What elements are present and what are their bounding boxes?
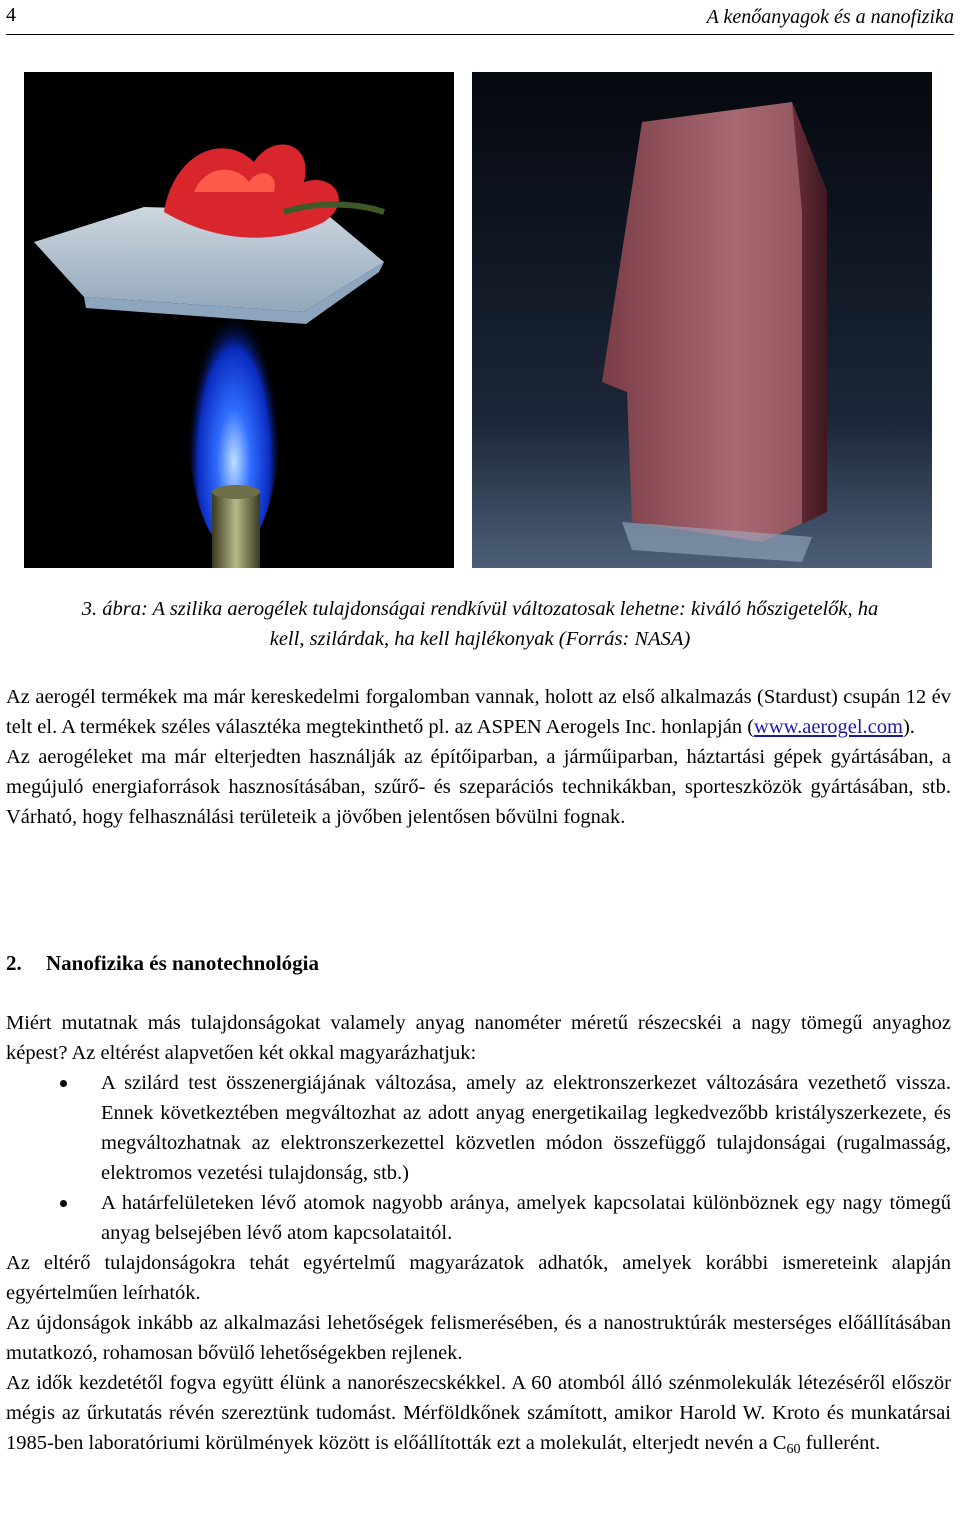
section-heading [6,948,319,978]
paragraph [6,1368,951,1458]
subscript: 60 [786,1442,801,1457]
caption-line: 3. ábra: A szilika aerogélek tulajdonságai rendkívül változatosak lehetne: kiváló hőszigetelők, ha [81,598,879,620]
caption-line: kell, szilárdak, ha kell hajlékonyak (Forrás: NASA) [269,628,691,650]
paragraph: Az újdonságok inkább az alkalmazási lehetőségek felismerésében, és a nanostruktúrák mesterséges előállításában mutatkozó, rohamosan bővülő lehetőségekben rejlenek. [6,1312,951,1364]
paragraph: Az aerogéleket ma már elterjedten használják az építőiparban, a járműiparban, háztartási gépek gyártásában, a megújuló energiaforrások hasznosításában, szűrő- és szeparációs technikákban, sporteszközök gyártásában, stb. Várható, hogy felhasználási területeik a jövőben jelentősen bővülni fognak. [6,746,951,828]
figure-caption [0,594,960,654]
bullet-list [6,1068,951,1248]
aerogel-website-link[interactable]: www.aerogel.com [754,716,903,738]
paragraph-text: fullerént. [800,1432,881,1454]
bullet-icon [60,1080,67,1087]
page-number: 4 [6,4,16,26]
page-header [6,0,954,35]
list-item-text: A határfelületeken lévő atomok nagyobb aránya, amelyek kapcsolatai különböznek egy nagy tömegű anyag belsejében lévő atom kapcsolataitól. [101,1192,951,1244]
section-number: 2. [6,951,22,975]
list-item [6,1188,951,1248]
aerogel-flame-photo [24,72,454,568]
running-title: A kenőanyagok és a nanofizika [706,6,954,28]
body-text-block-1 [6,682,951,832]
paragraph-text: Az idők kezdetétől fogva együtt élünk a nanorészecskékkel. A 60 atomból álló szénmolekulák létezéséről először mégis az űrkutatás révén szereztünk tudomást. Mérföldkőnek számított, amikor Harold W. Kroto és munkatársai 1985-ben laboratóriumi körülmények között is előállították ezt a molekulát, elterjedt nevén a C [6,1372,951,1454]
list-item-text: A szilárd test összenergiájának változása, amely az elektronszerkezet változására vezethető vissza. Ennek következtében megváltozhat az adott anyag energetikailag legkedvezőbb kristályszerkezete, és megváltozhatnak az elektronszerkezettel közvetlen módon összefüggő tulajdonságai (rugalmasság, elektromos vezetési tulajdonság, stb.) [101,1072,951,1184]
paragraph [6,682,951,742]
paragraph-text: ). [902,716,915,738]
body-text-block-2 [6,1008,951,1458]
paragraph-text: Az aerogél termékek ma már kereskedelmi forgalomban vannak, holott az első alkalmazás (Stardust) csupán 12 év telt el. A termékek széles választéka megtekinthető pl. az ASPEN Aerogels Inc. honlapján ( [6,686,951,738]
paragraph: Az eltérő tulajdonságokra tehát egyértelmű magyarázatok adhatók, amelyek korábbi ismereteink alapján egyértelműen leírhatók. [6,1252,951,1304]
bullet-icon [60,1200,67,1207]
section-title: Nanofizika és nanotechnológia [46,951,320,975]
aerogel-brick-photo [472,72,932,568]
list-item [6,1068,951,1188]
paragraph: Miért mutatnak más tulajdonságokat valamely anyag nanométer méretű részecskéi a nagy tömegű anyaghoz képest? Az eltérést alapvetően két okkal magyarázhatjuk: [6,1012,951,1064]
